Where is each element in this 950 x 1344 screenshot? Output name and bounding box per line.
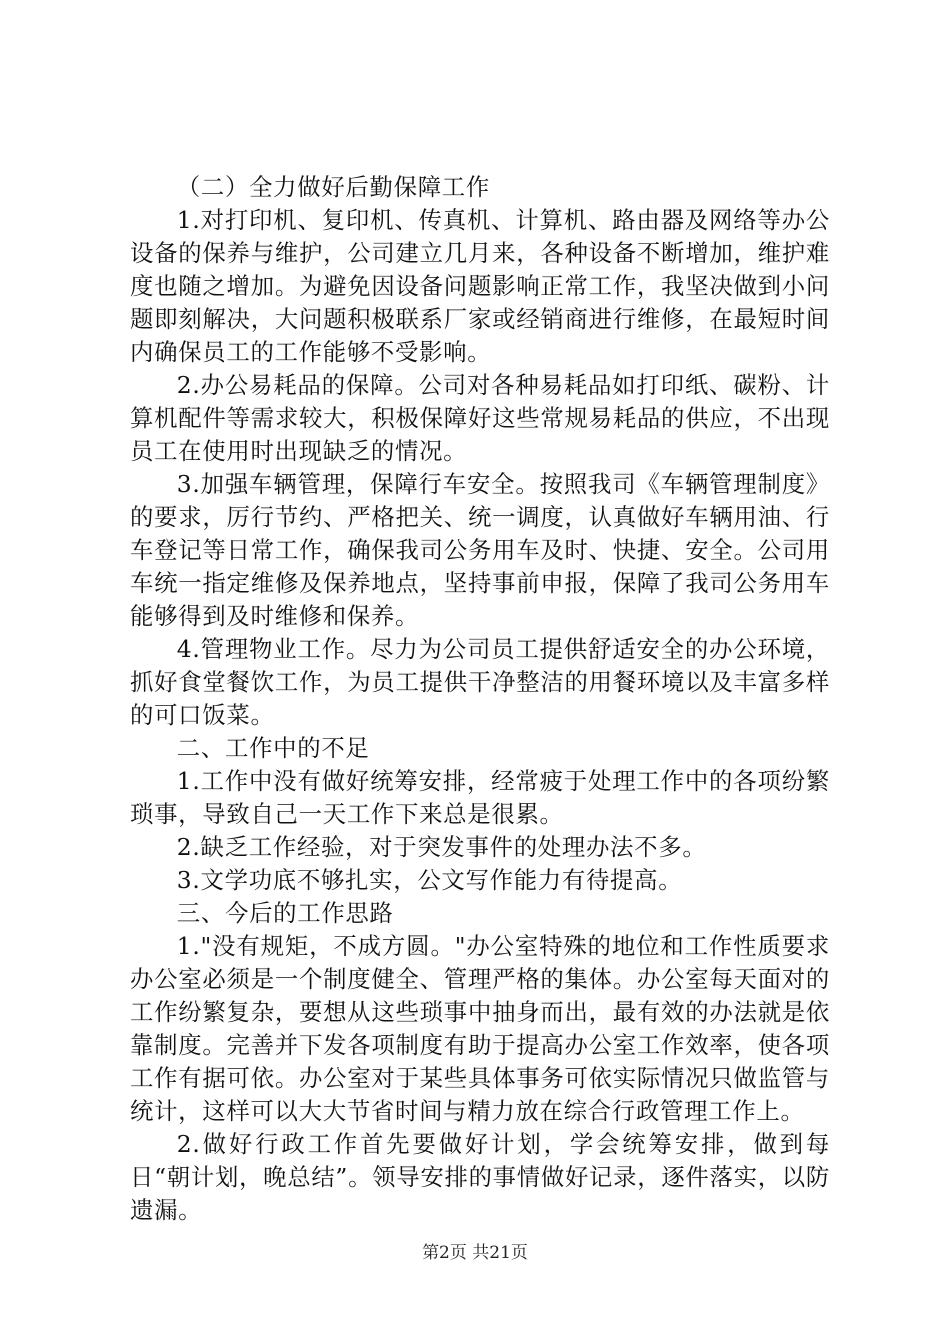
section-heading-future-plans: 三、今后的工作思路: [176, 899, 394, 927]
section-heading-logistics: （二）全力做好后勤保障工作: [176, 173, 490, 201]
paragraph-vehicle-management: 3.加强车辆管理，保障行车安全。按照我司《车辆管理制度》的要求，厉行节约、严格把关、统一调度，认真做好车辆用油、行车登记等日常工作，确保我司公务用车及时、快捷、安全。公司用车统一指定维修及保养地点，坚持事前申报，保障了我司公务用车能够得到及时维修和保养。: [130, 470, 830, 630]
section-heading-shortcomings: 二、工作中的不足: [176, 734, 370, 762]
document-body: [130, 171, 830, 1227]
paragraph-shortcoming-writing: 3.文学功底不够扎实，公文写作能力有待提高。: [176, 866, 683, 894]
paragraph-rules-and-systems: 1."没有规矩，不成方圆。"办公室特殊的地位和工作性质要求办公室必须是一个制度健全、管理严格的集体。办公室每天面对的工作纷繁复杂，要想从这些琐事中抽身而出，最有效的办法就是依靠制度。完善并下发各项制度有助于提高办公室工作效率，使各项工作有据可依。办公室对于某些具体事务可依实际情况只做监管与统计，这样可以大大节省时间与精力放在综合行政管理工作上。: [130, 932, 830, 1125]
page-number-footer: 第2页 共21页: [422, 1243, 528, 1263]
paragraph-daily-planning: 2.做好行政工作首先要做好计划，学会统筹安排，做到每日“朝计划，晚总结”。领导安排的事情做好记录，逐件落实，以防遗漏。: [130, 1130, 830, 1224]
paragraph-consumables: 2.办公易耗品的保障。公司对各种易耗品如打印纸、碳粉、计算机配件等需求较大，积极保障好这些常规易耗品的供应，不出现员工在使用时出现缺乏的情况。: [130, 371, 830, 465]
paragraph-shortcoming-planning: 1.工作中没有做好统筹安排，经常疲于处理工作中的各项纷繁琐事，导致自己一天工作下来总是很累。: [130, 767, 830, 828]
paragraph-office-equipment: 1.对打印机、复印机、传真机、计算机、路由器及网络等办公设备的保养与维护，公司建立几月来，各种设备不断增加，维护难度也随之增加。为避免因设备问题影响正常工作，我坚决做到小问题即刻解决，大问题积极联系厂家或经销商进行维修，在最短时间内确保员工的工作能够不受影响。: [130, 206, 830, 366]
paragraph-shortcoming-experience: 2.缺乏工作经验，对于突发事件的处理办法不多。: [176, 833, 707, 861]
paragraph-property-management: 4.管理物业工作。尽力为公司员工提供舒适安全的办公环境，抓好食堂餐饮工作，为员工提供干净整洁的用餐环境以及丰富多样的可口饭菜。: [130, 635, 830, 729]
